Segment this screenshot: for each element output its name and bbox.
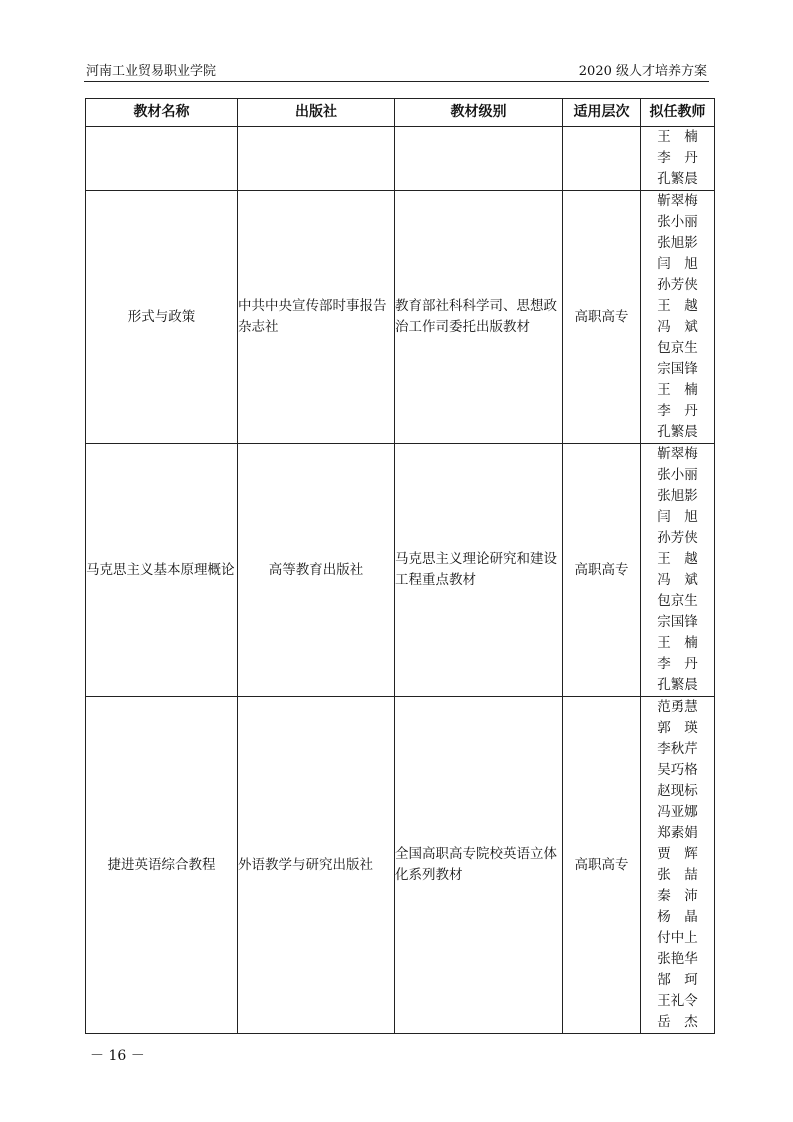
publisher-cell: 外语教学与研究出版社 xyxy=(238,697,395,1034)
col-header-textbook-level: 教材级别 xyxy=(395,99,563,127)
teacher-name: 赵现标 xyxy=(657,783,698,799)
textbook-level-cell: 教育部社科科学司、思想政治工作司委托出版教材 xyxy=(395,191,563,444)
teacher-name: 靳翠梅 xyxy=(657,193,698,209)
header-divider xyxy=(84,81,709,82)
teacher-name: 张 喆 xyxy=(657,867,698,883)
applicable-level-cell: 高职高专 xyxy=(563,697,641,1034)
textbook-name-cell xyxy=(86,127,238,191)
teacher-name: 宗国锋 xyxy=(657,361,698,377)
teacher-name: 闫 旭 xyxy=(657,256,698,272)
teacher-name: 李 丹 xyxy=(657,150,698,166)
teacher-name: 孔繁晨 xyxy=(657,171,698,187)
teacher-name: 郜 珂 xyxy=(657,972,698,988)
teacher-name: 岳 杰 xyxy=(657,1014,698,1030)
teacher-name: 贾 辉 xyxy=(657,846,698,862)
teacher-name: 范勇慧 xyxy=(657,699,698,715)
textbook-level-cell: 马克思主义理论研究和建设工程重点教材 xyxy=(395,444,563,697)
teacher-name: 秦 沛 xyxy=(657,888,698,904)
teacher-list-cell xyxy=(641,697,715,1034)
teacher-name: 杨 晶 xyxy=(657,909,698,925)
textbook-name-cell: 形式与政策 xyxy=(86,191,238,444)
teacher-name: 李秋芹 xyxy=(657,741,698,757)
teacher-name: 王 楠 xyxy=(657,129,698,145)
publisher-cell: 高等教育出版社 xyxy=(238,444,395,697)
textbook-name-cell: 马克思主义基本原理概论 xyxy=(86,444,238,697)
teacher-name: 郭 瑛 xyxy=(657,720,698,736)
teacher-name: 张小丽 xyxy=(657,214,698,230)
table-row xyxy=(86,191,715,444)
teacher-name: 王礼令 xyxy=(657,993,698,1009)
textbook-level-cell: 全国高职高专院校英语立体化系列教材 xyxy=(395,697,563,1034)
textbook-level-cell xyxy=(395,127,563,191)
teacher-name: 张旭影 xyxy=(657,235,698,251)
teacher-name: 孙芳侠 xyxy=(657,530,698,546)
teacher-name: 王 越 xyxy=(657,551,698,567)
teacher-name: 郑素娟 xyxy=(657,825,698,841)
table-row xyxy=(86,127,715,191)
page-number: － 16 － xyxy=(90,1048,145,1064)
header-school-name: 河南工业贸易职业学院 xyxy=(86,64,217,79)
teacher-name: 孙芳侠 xyxy=(657,277,698,293)
teacher-name: 包京生 xyxy=(657,593,698,609)
applicable-level-cell: 高职高专 xyxy=(563,444,641,697)
publisher-cell xyxy=(238,127,395,191)
publisher-cell: 中共中央宣传部时事报告杂志社 xyxy=(238,191,395,444)
teacher-name: 王 楠 xyxy=(657,382,698,398)
teacher-name: 冯 斌 xyxy=(657,572,698,588)
table-row xyxy=(86,444,715,697)
teacher-name: 闫 旭 xyxy=(657,509,698,525)
teacher-name: 王 楠 xyxy=(657,635,698,651)
teacher-list-cell xyxy=(641,127,715,191)
teacher-list-cell xyxy=(641,191,715,444)
teacher-name: 包京生 xyxy=(657,340,698,356)
teacher-name: 付中上 xyxy=(657,930,698,946)
textbook-name-cell: 捷进英语综合教程 xyxy=(86,697,238,1034)
teacher-name: 李 丹 xyxy=(657,656,698,672)
teacher-name: 冯 斌 xyxy=(657,319,698,335)
table-row xyxy=(86,697,715,1034)
col-header-textbook-name: 教材名称 xyxy=(86,99,238,127)
table-header-row xyxy=(86,99,715,127)
teacher-name: 李 丹 xyxy=(657,403,698,419)
col-header-teachers: 拟任教师 xyxy=(641,99,715,127)
teacher-name: 吴巧格 xyxy=(657,762,698,778)
applicable-level-cell: 高职高专 xyxy=(563,191,641,444)
teacher-name: 王 越 xyxy=(657,298,698,314)
teacher-name: 张艳华 xyxy=(657,951,698,967)
teacher-name: 宗国锋 xyxy=(657,614,698,630)
teacher-name: 张旭影 xyxy=(657,488,698,504)
teacher-name: 孔繁晨 xyxy=(657,424,698,440)
textbook-table xyxy=(85,98,715,1034)
applicable-level-cell xyxy=(563,127,641,191)
teacher-name: 孔繁晨 xyxy=(657,677,698,693)
teacher-name: 冯亚娜 xyxy=(657,804,698,820)
teacher-name: 靳翠梅 xyxy=(657,446,698,462)
teacher-list-cell xyxy=(641,444,715,697)
col-header-applicable-level: 适用层次 xyxy=(563,99,641,127)
teacher-name: 张小丽 xyxy=(657,467,698,483)
col-header-publisher: 出版社 xyxy=(238,99,395,127)
header-document-title: 2020 级人才培养方案 xyxy=(578,64,707,79)
